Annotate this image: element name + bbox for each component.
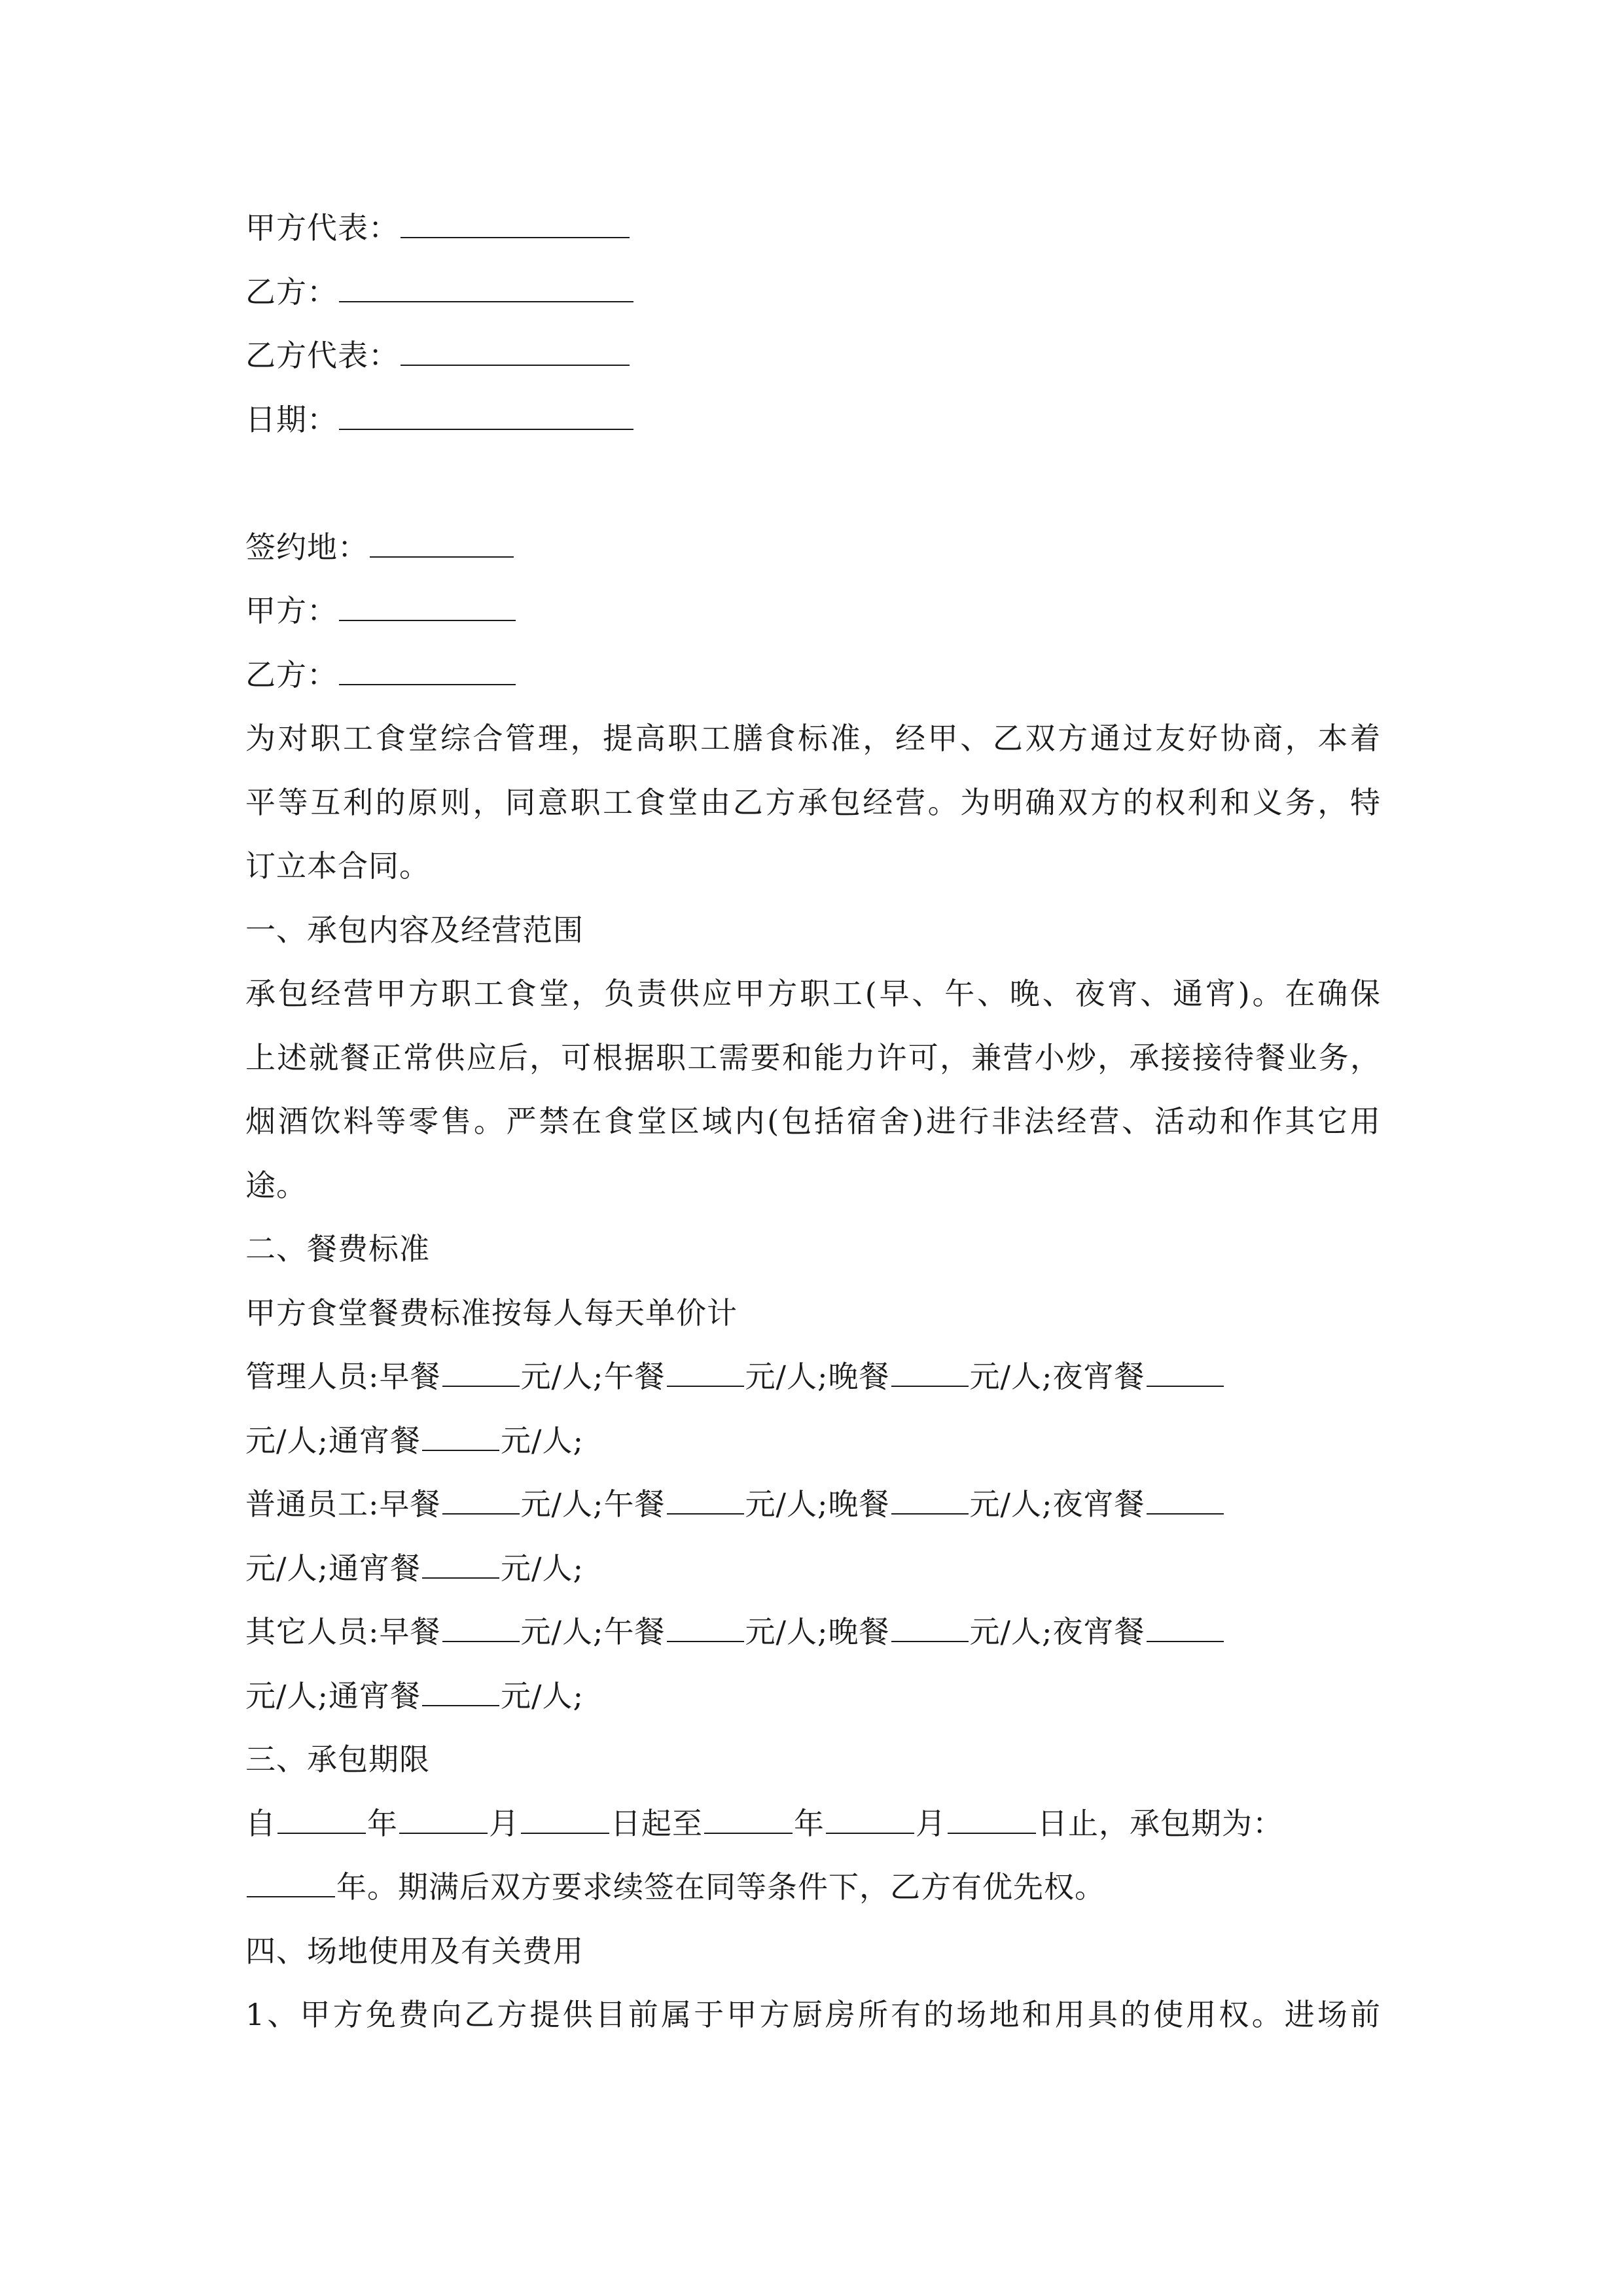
section-heading: 四、场地使用及有关费用: [245, 1933, 584, 1969]
separator: ;: [817, 1359, 829, 1394]
separator: ;: [593, 1359, 604, 1394]
fill-blank[interactable]: [1147, 1352, 1224, 1387]
separator: ;: [817, 1614, 829, 1649]
spacer: [245, 452, 1381, 516]
unit-label: 元/人: [745, 1486, 817, 1522]
unit-label: 元/人: [245, 1550, 318, 1586]
group-label: 其它人员:: [245, 1614, 380, 1649]
fill-blank[interactable]: [339, 650, 516, 685]
fill-blank[interactable]: [891, 1479, 969, 1515]
meal-label: 早餐: [379, 1359, 441, 1394]
field-label: 乙方：: [245, 656, 338, 692]
fee-row-managers-cont: [245, 1409, 1381, 1473]
fill-blank[interactable]: [277, 1799, 366, 1834]
body-line: 1、甲方免费向乙方提供目前属于甲方厨房所有的场地和用具的使用权。进场前: [245, 1997, 1381, 2032]
body-line: 承包经营甲方职工食堂，负责供应甲方职工(早、午、晚、夜宵、通宵)。在确保: [245, 976, 1381, 1011]
term-line: [245, 1792, 1381, 1856]
unit-label: 元/人: [745, 1359, 817, 1394]
field-party-b-rep: [245, 324, 1381, 388]
meal-label: 早餐: [379, 1486, 441, 1522]
term-text: 自: [245, 1805, 276, 1841]
unit-label: 元/人: [501, 1550, 573, 1586]
body-line: 甲方食堂餐费标准按每人每天单价计: [245, 1295, 738, 1331]
meal-label: 晚餐: [828, 1486, 890, 1522]
field-label: 乙方：: [245, 274, 338, 310]
fill-blank[interactable]: [704, 1799, 793, 1834]
unit-label: 元/人: [969, 1486, 1042, 1522]
fill-blank[interactable]: [521, 1799, 609, 1834]
fill-blank[interactable]: [442, 1352, 520, 1387]
meal-label: 夜宵餐: [1052, 1486, 1145, 1522]
meal-label: 午餐: [603, 1359, 666, 1394]
intro-line: 订立本合同。: [245, 848, 430, 884]
unit-label: 元/人: [969, 1359, 1042, 1394]
fill-blank[interactable]: [667, 1607, 744, 1642]
unit-label: 元/人: [520, 1486, 593, 1522]
field-date: [245, 388, 1381, 452]
fee-row-staff: [245, 1473, 1381, 1537]
field-label: 甲方：: [245, 593, 338, 628]
fill-blank[interactable]: [1147, 1479, 1224, 1515]
fee-row-others-cont: [245, 1664, 1381, 1729]
fill-blank[interactable]: [667, 1479, 744, 1515]
meal-label: 夜宵餐: [1052, 1614, 1145, 1649]
field-label: 甲方代表：: [245, 210, 399, 245]
unit-label: 元/人: [501, 1677, 573, 1713]
term-text: 日止，承包期为：: [1037, 1805, 1283, 1841]
separator: ;: [593, 1614, 604, 1649]
separator: ;: [317, 1550, 329, 1586]
separator: ;: [1042, 1359, 1053, 1394]
separator: ;: [317, 1677, 329, 1713]
unit-label: 元/人: [520, 1614, 593, 1649]
separator: ;: [1042, 1486, 1053, 1522]
fill-blank[interactable]: [401, 331, 630, 366]
meal-label: 晚餐: [828, 1614, 890, 1649]
unit-label: 元/人: [969, 1614, 1042, 1649]
separator: ;: [573, 1422, 584, 1458]
intro-line: 为对职工食堂综合管理，提高职工膳食标准，经甲、乙双方通过友好协商，本着: [245, 721, 1381, 756]
fee-row-staff-cont: [245, 1537, 1381, 1601]
field-sign-place: [245, 516, 1381, 580]
unit-label: 元/人: [745, 1614, 817, 1649]
field-label: 乙方代表：: [245, 338, 399, 373]
unit-label: 元/人: [245, 1677, 318, 1713]
field-label: 签约地：: [245, 529, 368, 565]
fill-blank[interactable]: [442, 1607, 520, 1642]
fill-blank[interactable]: [370, 522, 514, 558]
separator: ;: [1042, 1614, 1053, 1649]
section-heading: 二、餐费标准: [245, 1231, 430, 1266]
fill-blank[interactable]: [339, 586, 516, 621]
field-party-a: [245, 579, 1381, 643]
term-text: 日起至: [611, 1805, 703, 1841]
body-line: 上述就餐正常供应后，可根据职工需要和能力许可，兼营小炒，承接接待餐业务，: [245, 1039, 1381, 1075]
fill-blank[interactable]: [339, 395, 633, 430]
term-text: 月: [489, 1805, 520, 1841]
intro-line: 平等互利的原则，同意职工食堂由乙方承包经营。为明确双方的权利和义务，特: [245, 784, 1381, 820]
fill-blank[interactable]: [1147, 1607, 1224, 1642]
fill-blank[interactable]: [826, 1799, 914, 1834]
fill-blank[interactable]: [247, 1862, 335, 1897]
fill-blank[interactable]: [401, 203, 630, 238]
unit-label: 元/人: [520, 1359, 593, 1394]
fill-blank[interactable]: [422, 1416, 499, 1451]
term-line-cont: [245, 1856, 1381, 1920]
field-party-b-2: [245, 643, 1381, 708]
separator: ;: [593, 1486, 604, 1522]
separator: ;: [573, 1550, 584, 1586]
meal-label: 通宵餐: [329, 1550, 421, 1586]
fill-blank[interactable]: [442, 1479, 520, 1515]
meal-label: 通宵餐: [329, 1677, 421, 1713]
fill-blank[interactable]: [399, 1799, 488, 1834]
term-text: 月: [916, 1805, 946, 1841]
contract-page: [245, 196, 1381, 2047]
term-text: 年: [794, 1805, 825, 1841]
fill-blank[interactable]: [422, 1671, 499, 1706]
body-line: 途。: [245, 1167, 307, 1203]
section-heading: 三、承包期限: [245, 1742, 430, 1777]
meal-label: 晚餐: [828, 1359, 890, 1394]
unit-label: 元/人: [501, 1422, 573, 1458]
field-party-a-rep: [245, 196, 1381, 260]
fill-blank[interactable]: [667, 1352, 744, 1387]
term-text: 年。期满后双方要求续签在同等条件下，乙方有优先权。: [336, 1869, 1105, 1905]
fill-blank[interactable]: [891, 1607, 969, 1642]
field-party-b: [245, 260, 1381, 325]
meal-label: 夜宵餐: [1052, 1359, 1145, 1394]
meal-label: 早餐: [379, 1614, 441, 1649]
separator: ;: [817, 1486, 829, 1522]
field-label: 日期：: [245, 401, 338, 437]
fill-blank[interactable]: [339, 267, 633, 302]
meal-label: 通宵餐: [329, 1422, 421, 1458]
meal-label: 午餐: [603, 1614, 666, 1649]
group-label: 普通员工:: [245, 1486, 380, 1522]
unit-label: 元/人: [245, 1422, 318, 1458]
separator: ;: [317, 1422, 329, 1458]
fill-blank[interactable]: [948, 1799, 1036, 1834]
body-line: 烟酒饮料等零售。严禁在食堂区域内(包括宿舍)进行非法经营、活动和作其它用: [245, 1103, 1381, 1139]
term-text: 年: [367, 1805, 398, 1841]
separator: ;: [573, 1677, 584, 1713]
section-heading: 一、承包内容及经营范围: [245, 912, 584, 948]
fee-row-others: [245, 1600, 1381, 1664]
meal-label: 午餐: [603, 1486, 666, 1522]
group-label: 管理人员:: [245, 1359, 380, 1394]
fee-row-managers: [245, 1345, 1381, 1409]
fill-blank[interactable]: [422, 1543, 499, 1579]
fill-blank[interactable]: [891, 1352, 969, 1387]
